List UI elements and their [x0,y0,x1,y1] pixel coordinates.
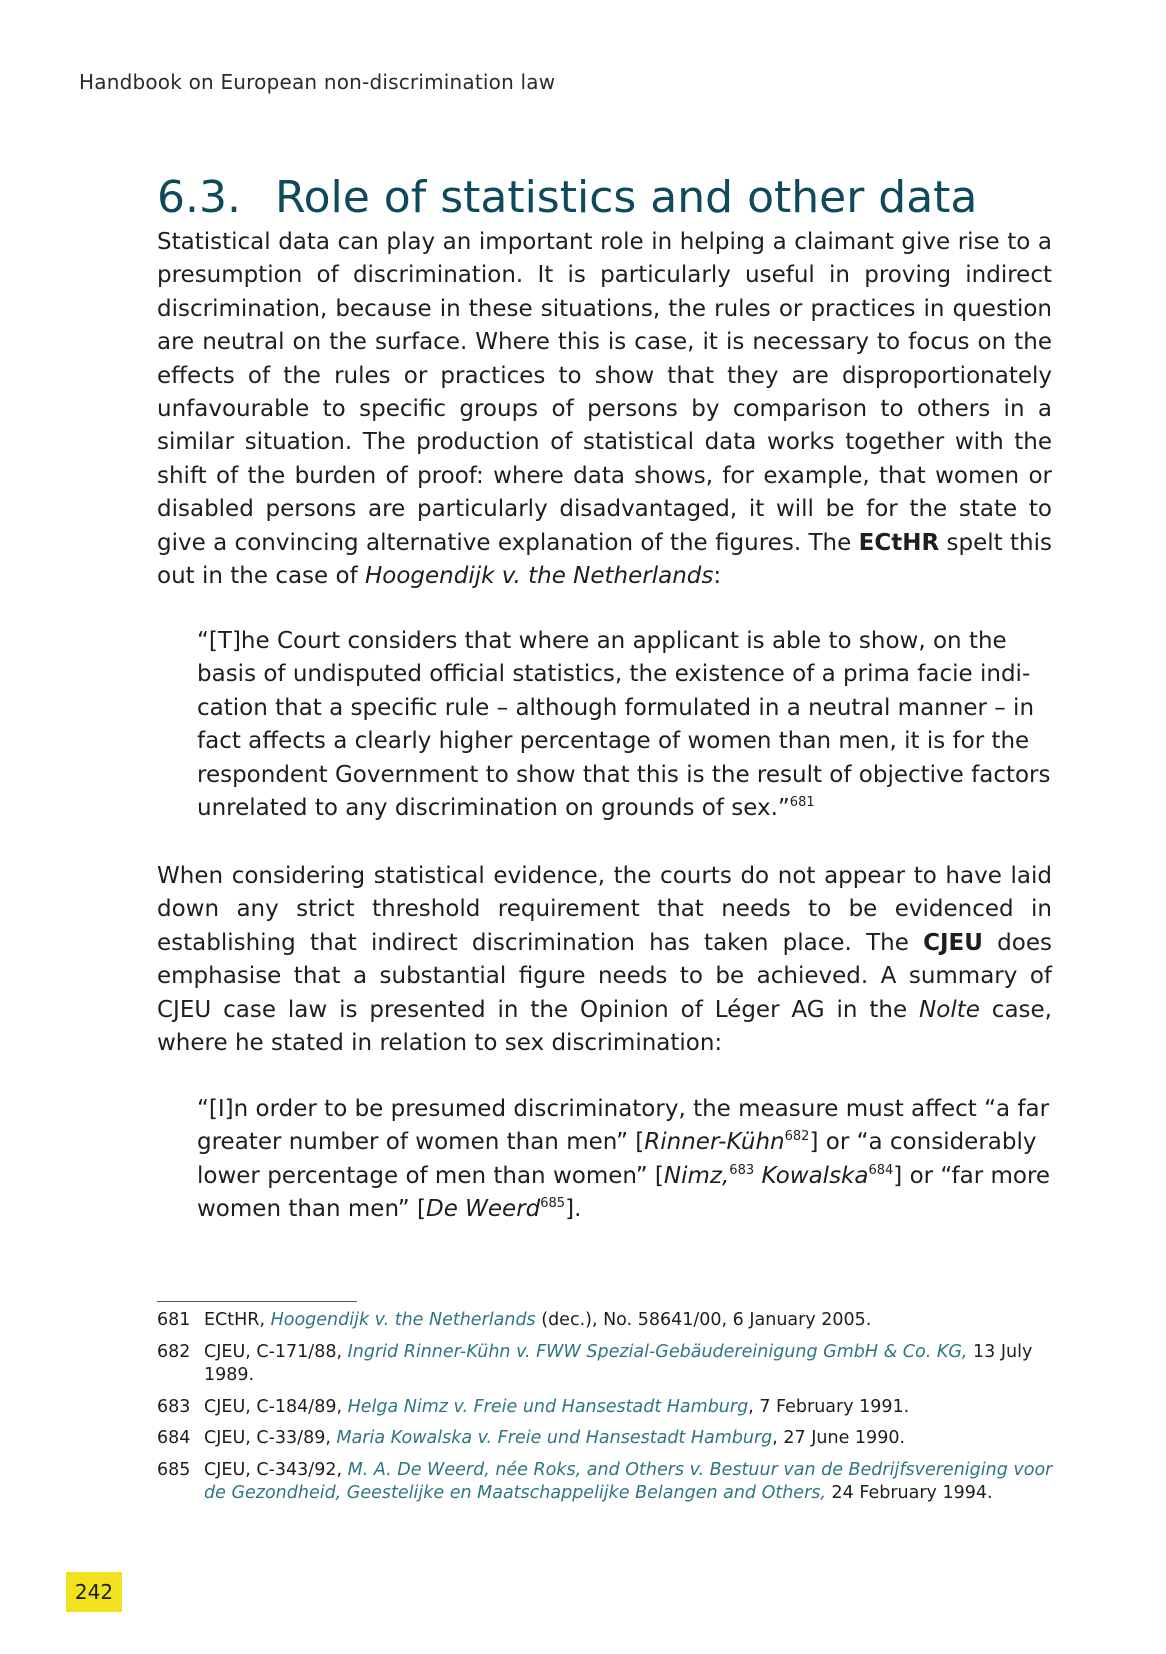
paragraph-intro [157,226,1052,593]
paragraph-text: does emphasise that a substantial figure needs to be achieved. A summary of CJEU case law is presented in the Opinion of Léger AG in the [157,929,1052,1023]
case-name: Nimz, [663,1162,730,1189]
section-number: 6.3. [157,172,241,223]
page-number-badge: 242 [66,1572,122,1612]
paragraph-text: case, where he stated in relation to sex discrimination: [157,996,1052,1057]
court-name-cjeu: CJEU [923,929,983,956]
case-name: Hoogendijk v. the Netherlands [364,563,714,590]
footnote-text: CJEU, C-33/89, [204,1428,337,1448]
case-name: Kowalska [761,1162,869,1189]
case-name: Rinner-Kühn [644,1129,785,1156]
running-header: Handbook on European non-discrimination law [79,70,556,94]
quote-text: ] or “a considerably lower percentage of men than women” [ [197,1129,1037,1189]
footnote-ref[interactable]: 681 [789,795,815,811]
case-name: De Weerd [425,1196,541,1223]
paragraph-threshold [157,860,1052,1060]
paragraph-text: When considering statistical evidence, the courts do not appear to have laid down any strict threshold requirement that needs to be evidenced in establishing that indirect discrimination has taken place. The [157,863,1052,956]
quote-text: ] or “far more women than men” [ [197,1162,1051,1223]
footnote-item [157,1341,1057,1388]
footnote-case-link[interactable]: Helga Nimz v. Freie und Hansestadt Hamburg [347,1396,749,1417]
section-title: Role of statistics and other data [275,172,978,223]
footnote-text: ECtHR, [204,1310,271,1330]
footnote-number: 681 [157,1310,191,1330]
footnote-item [157,1309,1057,1333]
footnote-case-link[interactable]: M. A. De Weerd, née Roks, and Others v. Bestuur van de Bedrijfsvereniging voor de Gezondheid, Geestelijke en Maatschappelijke Belangen and Others, [204,1459,1053,1503]
footnote-text: (dec.), No. 58641/00, 6 January 2005. [535,1310,872,1330]
footnote-case-link[interactable]: Hoogendijk v. the Netherlands [270,1310,536,1330]
footnote-item [157,1459,1057,1506]
court-name-ecthr: ECtHR [858,529,940,556]
footnote-number: 684 [157,1428,191,1448]
quote-text: “[T]he Court considers that where an applicant is able to show, on the basis of undisputed official statistics, the existence of a prima facie indication that a specific rule – although formulated in a neutral manner – in fact affects a clearly higher percentage of women than men, it is for the respondent Government to show that this is the result of objective factors unrelated to any discrimination on grounds of sex.” [197,628,1051,822]
footnote-number: 685 [157,1459,191,1480]
paragraph-text: spelt this out in the case of [157,529,1052,590]
case-name: Nolte [919,996,980,1023]
footnote-text: CJEU, C-184/89, [204,1396,348,1417]
footnote-text: 24 February 1994. [825,1483,993,1503]
footnote-ref[interactable]: 682 [784,1129,810,1145]
footnote-number: 682 [157,1341,191,1362]
footnote-number: 683 [157,1396,191,1417]
footnote-text: , 27 June 1990. [772,1428,906,1448]
footnote-text: CJEU, C-171/88, [204,1341,348,1362]
paragraph-text: Statistical data can play an important role in helping a claimant give rise to a presumption of discrimination. It is particularly useful in proving indirect discrimination, because in these situations, the rules or practices in question are neutral on the surface. Where this is case, it is necessary to focus on the effects of the rules or practices to show that they are disproportionately unfavourable to specific groups of persons by comparison to others in a similar situation. The production of statistical data works together with the shift of the burden of proof: where data shows, for example, that women or disabled persons are particularly disadvantaged, it will be for the state to give a convincing alternative explanation of the figures. The [157,229,1052,556]
footnote-ref[interactable]: 683 [729,1162,755,1178]
footnote-ref[interactable]: 684 [868,1162,894,1178]
footnotes-list [157,1309,1057,1514]
footnote-item [157,1427,1057,1451]
footnote-case-link[interactable]: Ingrid Rinner-Kühn v. FWW Spezial-Gebäudereinigung GmbH & Co. KG, [347,1341,968,1362]
paragraph-text: : [713,563,722,590]
footnote-text: CJEU, C-343/92, [204,1459,348,1480]
block-quote-hoogendijk [197,625,1052,825]
block-quote-leger [197,1093,1052,1227]
footnote-divider [157,1301,357,1302]
quote-text: ]. [565,1196,582,1223]
section-heading [157,168,977,228]
footnote-text: , 7 February 1991. [748,1396,910,1417]
footnote-text: 13 July 1989. [204,1341,1033,1385]
quote-text: “[I]n order to be presumed discriminatory, the measure must affect “a far greater number of women than men” [ [197,1096,1050,1156]
footnote-ref[interactable]: 685 [540,1196,566,1212]
footnote-case-link[interactable]: Maria Kowalska v. Freie und Hansestadt Hamburg [336,1428,773,1448]
footnote-item [157,1396,1057,1420]
